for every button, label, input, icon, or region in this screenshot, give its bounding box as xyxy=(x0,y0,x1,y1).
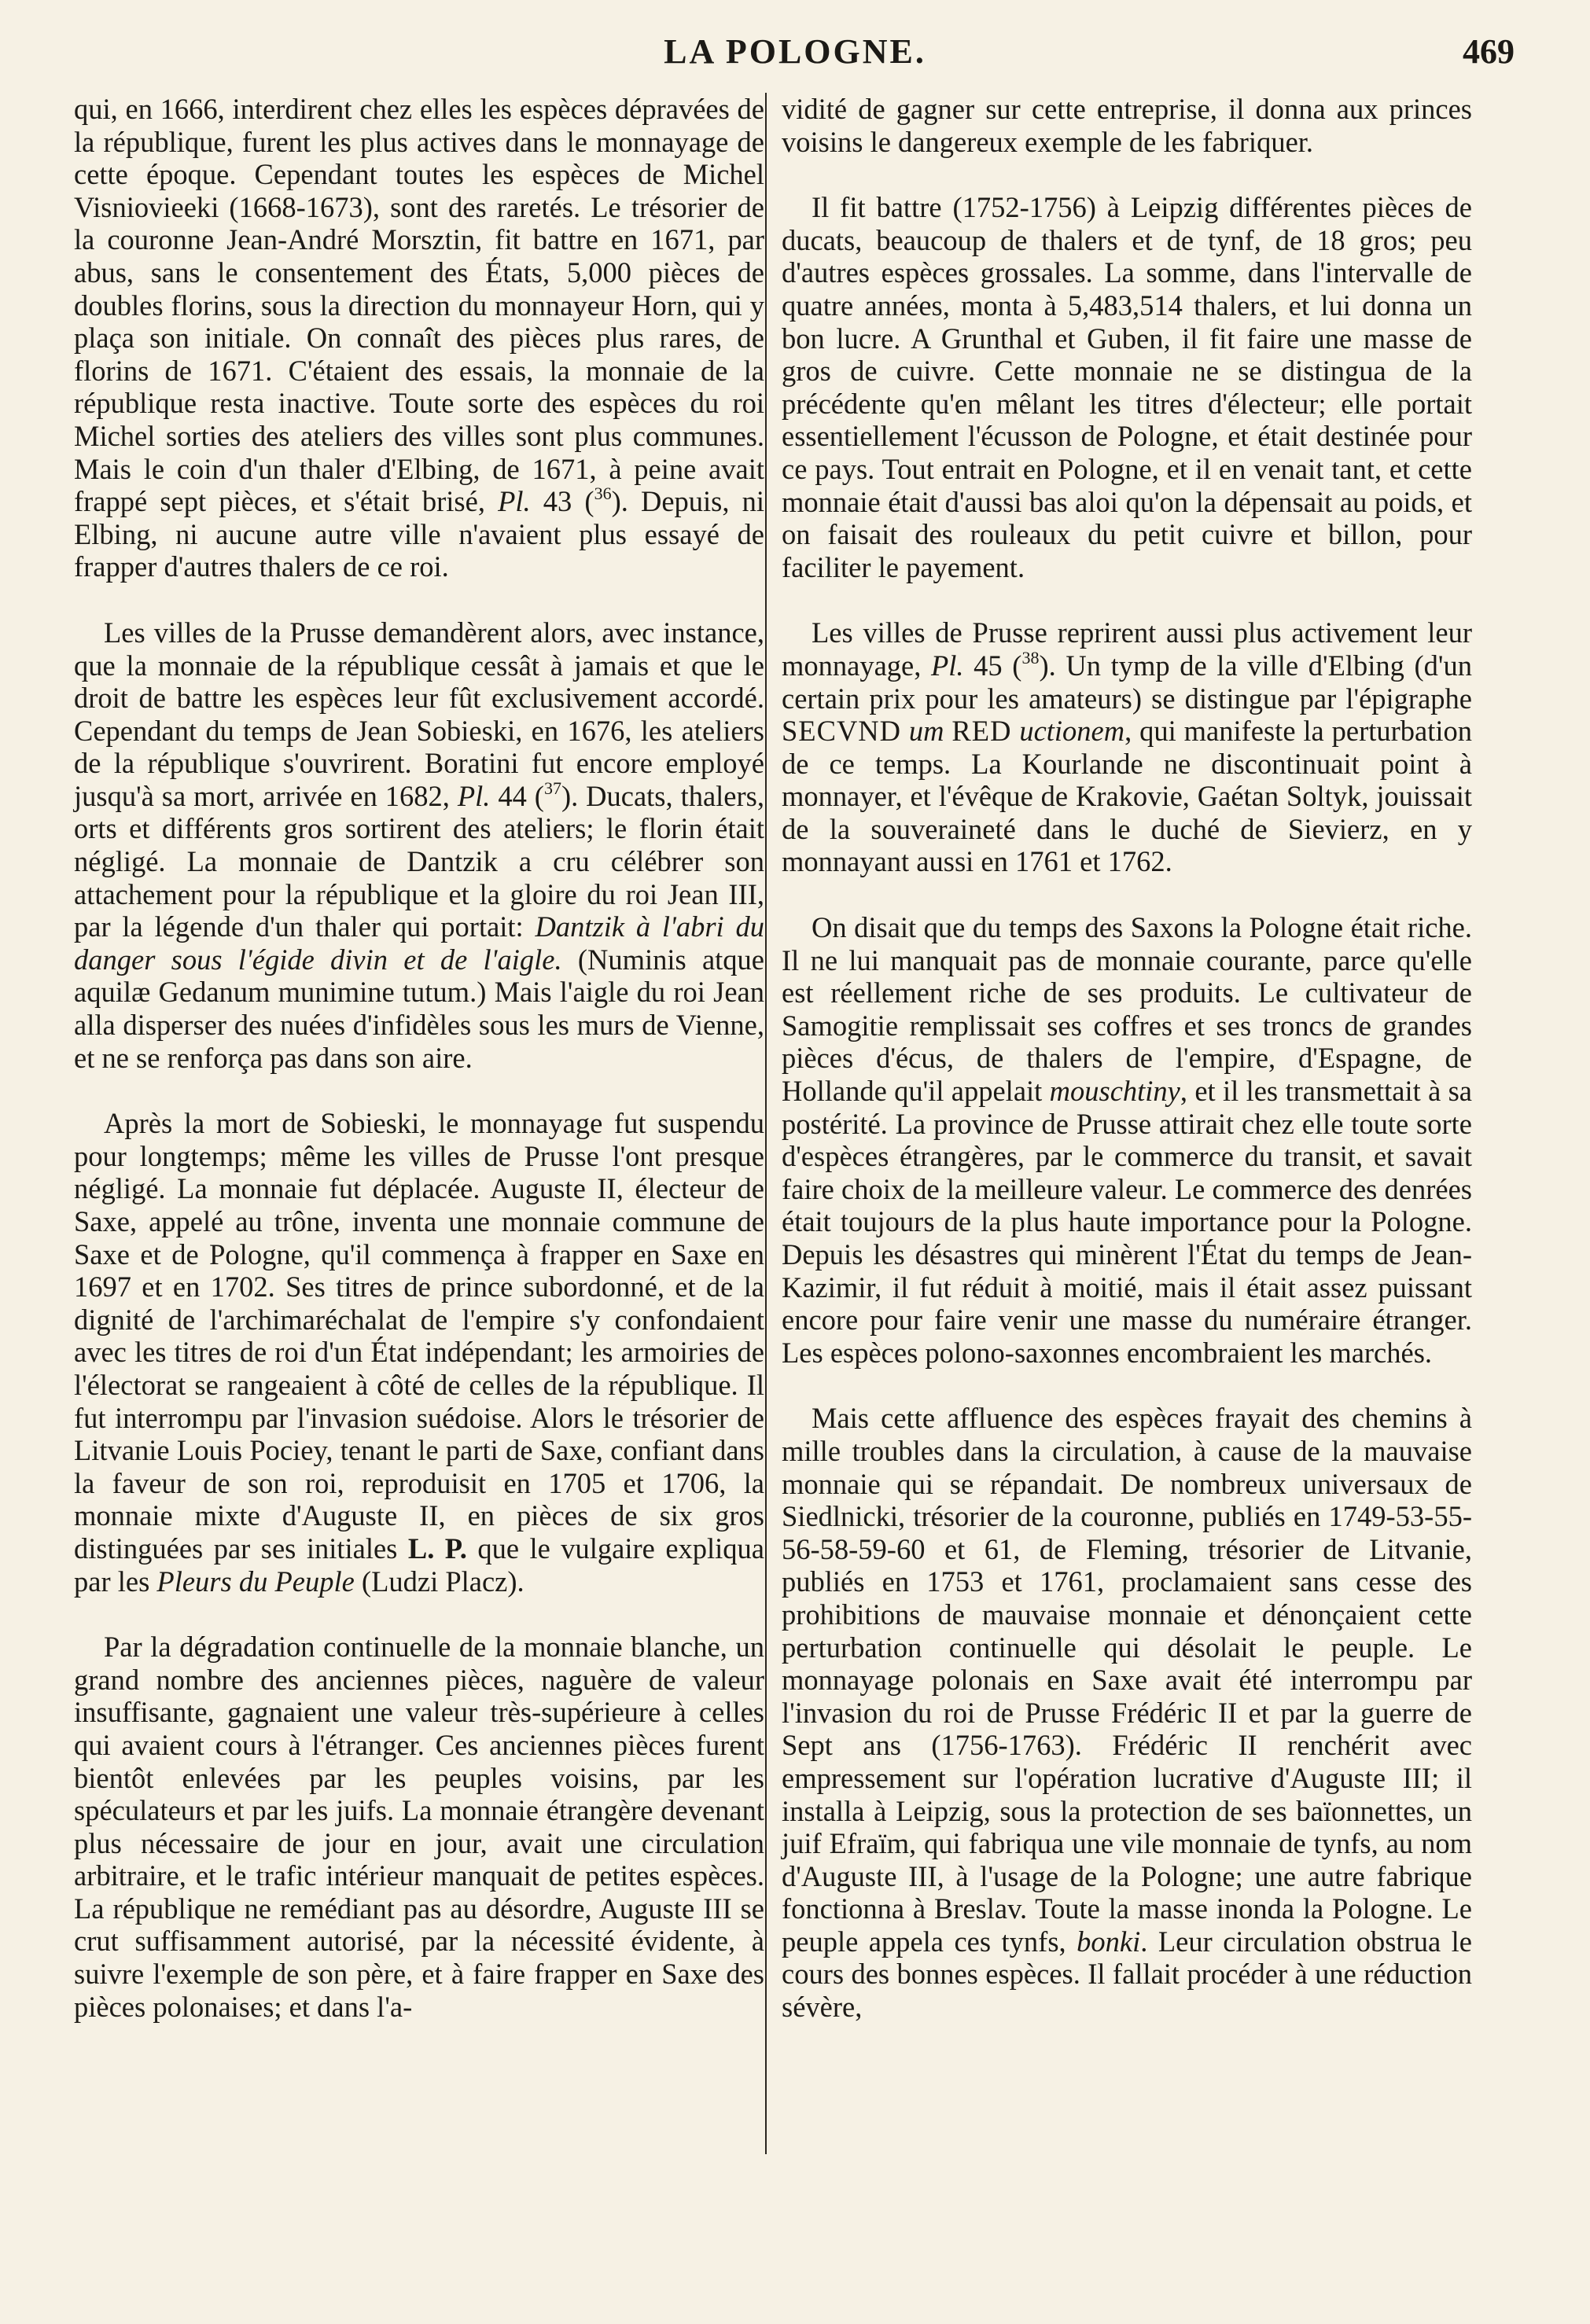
paragraph xyxy=(782,1402,1472,2023)
right-column xyxy=(782,93,1472,2024)
text-run: 44 ( xyxy=(490,779,544,812)
text-run: Mais cette affluence des espèces frayait des chemins à mille troubles dans la circulation, à cause de la mauvaise monnaie qui se répandait. De nombreux universaux de Siedlnicki, trésorier de la couronne, publiés en 1749-53-55-56-58-59-60 et 61, de Fleming, trésorier de Litvanie, publiés en 1753 et 1761, proclamaient sans cesse des prohibitions de mauvaise monnaie et dénonçaient cette perturbation continuelle qui désolait le peuple. Le monnayage polonais en Saxe avait été interrompu par l'invasion du roi de Prusse Frédéric II et par la guerre de Sept ans (1756-1763). Frédéric II renchérit avec empressement sur l'opération lucrative d'Auguste III; il installa à Leipzig, sous la protection de ses baïonnettes, un juif Efraïm, qui fabriqua une vile monnaie de tynfs, au nom d'Auguste III, à l'usage de la Pologne; une autre fabrique fonctionna à Breslav. Toute la masse inonda la Pologne. Le peuple appela ces tynfs, xyxy=(782,1402,1472,1958)
text-run: que le vulgaire expliqua par les xyxy=(74,1532,765,1598)
paragraph xyxy=(74,616,764,1074)
initials: L. P. xyxy=(407,1532,467,1565)
paragraph xyxy=(782,911,1472,1369)
text-run: Les villes de la Prusse demandèrent alors, avec instance, que la monnaie de la république cessât à jamais et que le droit de battre les espèces leur fût exclusivement accordé. Cependant du temps de Jean Sobieski, en 1676, les ateliers de la république s'ouvrirent. Boratini fut encore employé jusqu'à sa mort, arrivée en 1682, xyxy=(74,616,764,812)
epigraph-word: SECVND xyxy=(782,715,902,748)
text-run: (Ludzi Placz). xyxy=(354,1565,524,1598)
running-title: LA POLOGNE. xyxy=(664,32,926,71)
text-run: , et il les transmettait à sa postérité. La province de Prusse attirait chez elle toute sorte d'espèces étrangères, par le commerce du transit, et savait faire choix de la meilleure valeur. Le commerce des denrées était toujours de la plus haute importance pour la Pologne. Depuis les désastres qui minèrent l'État du temps de Jean-Kazimir, il fut réduit à moitié, mais il était assez puissant encore pour faire venir une masse du numéraire étranger. Les espèces polono-saxonnes encombraient les marchés. xyxy=(782,1075,1472,1369)
text-run: . Leur circulation obstrua le cours des bonnes espèces. Il fallait procéder à une réduction sévère, xyxy=(782,1925,1472,2024)
paragraph xyxy=(74,93,764,583)
epigraph-word: um xyxy=(908,715,944,748)
paragraph: vidité de gagner sur cette entreprise, il donna aux princes voisins le dangereux exemple de les fabriquer. xyxy=(782,93,1472,158)
footnote-ref: 38 xyxy=(1021,647,1040,667)
text-run: 43 ( xyxy=(530,485,594,518)
italic-word: bonki xyxy=(1077,1925,1141,1958)
text-run: ). Depuis, ni Elbing, ni aucune autre ville n'avaient plus essayé de frapper d'autres thalers de ce roi. xyxy=(74,485,765,583)
text-run: Après la mort de Sobieski, le monnayage fut suspendu pour longtemps; même les villes de Prusse l'ont presque négligé. La monnaie fut déplacée. Auguste II, électeur de Saxe, appelé au trône, inventa une monnaie commune de Saxe et de Pologne, qu'il commença à frapper en Saxe en 1697 et en 1702. Ses titres de prince subordonné, et de la dignité de l'archimaréchalat de l'empire s'y confondaient avec les titres de roi d'un État indépendant; les armoiries de l'électorat se rangeaient à côté de celles de la république. Il fut interrompu par l'invasion suédoise. Alors le trésorier de Litvanie Louis Pociey, tenant le parti de Saxe, confiant dans la faveur de son roi, reproduisit en 1705 et 1706, la monnaie mixte d'Auguste II, en pièces de six gros distinguées par ses initiales xyxy=(74,1107,764,1565)
text-run: Les villes de Prusse reprirent aussi plus activement leur monnayage, xyxy=(782,616,1472,682)
column-divider xyxy=(765,93,767,2154)
footnote-ref: 37 xyxy=(543,778,561,798)
italic-word: mouschtiny xyxy=(1049,1075,1180,1108)
text-run: ). Un tymp de la ville d'Elbing (d'un certain prix pour les amateurs) se distingue par l'épigraphe xyxy=(782,649,1472,715)
text-run: (Numinis atque aquilæ Gedanum munimine tutum.) Mais l'aigle du roi Jean alla disperser des nuées d'infidèles sous les murs de Vienne, et ne se renforça pas dans son aire. xyxy=(74,943,764,1074)
page-number: 469 xyxy=(1463,32,1515,71)
footnote-ref: 36 xyxy=(594,484,612,504)
text-run: 45 ( xyxy=(963,649,1022,682)
epigraph-word: uctionem xyxy=(1019,715,1125,748)
left-column xyxy=(74,93,764,2023)
plate-ref: Pl. xyxy=(498,485,531,518)
text-run: , qui manifeste la perturbation de ce temps. La Kourlande ne discontinuait point à monnayer, et l'évêque de Krakovie, Gaétan Soltyk, jouissait de la souveraineté dans le duché de Sievierz, en y monnayant aussi en 1761 et 1762. xyxy=(782,715,1473,878)
text-run: ). Ducats, thalers, orts et différents gros sortirent des ateliers; le florin était négligé. La monnaie de Dantzik a cru célébrer son attachement pour la république et la gloire du roi Jean III, par la légende d'un thaler qui portait: xyxy=(74,779,764,943)
paragraph: Il fit battre (1752-1756) à Leipzig différentes pièces de ducats, beaucoup de thalers et de tynf, de 18 gros; peu d'autres espèces grossales. La somme, dans l'intervalle de quatre années, monta à 5,483,514 thalers, et lui donna un bon lucre. A Grunthal et Guben, il fit faire une masse de gros de cuivre. Cette monnaie ne se distingua de la précédente qu'en mêlant les titres d'électeur; elle portait essentiellement l'écusson de Pologne, et était destinée pour ce pays. Tout entrait en Pologne, et il en venait tant, et cette monnaie était d'aussi bas aloi qu'on la dépensait au poids, et on faisait des rouleaux du petit cuivre et billon, pour faciliter le payement. xyxy=(782,191,1472,583)
italic-phrase: Pleurs du Peuple xyxy=(156,1565,355,1598)
text-run: On disait que du temps des Saxons la Pologne était riche. Il ne lui manquait pas de monnaie courante, parce qu'elle est réellement riche de ses produits. Le cultivateur de Samogitie remplissait ses coffres et ses troncs de grandes pièces d'écus, de thalers de l'empire, d'Espagne, de Hollande qu'il appelait xyxy=(782,911,1472,1108)
text-run: qui, en 1666, interdirent chez elles les espèces dépravées de la république, furent les plus actives dans le monnayage de cette époque. Cependant toutes les espèces de Michel Visniovieeki (1668-1673), sont des raretés. Le trésorier de la couronne Jean-André Morsztin, fit battre en 1671, par abus, sans le consentement des États, 5,000 pièces de doubles florins, sous la direction du monnayeur Horn, qui y plaça son initiale. On connaît des pièces plus rares, de florins de 1671. C'étaient des essais, la monnaie de la république resta inactive. Toute sorte des espèces du roi Michel sorties des ateliers des villes sont plus communes. Mais le coin d'un thaler d'Elbing, de 1671, à peine avait frappé sept pièces, et s'était brisé, xyxy=(74,93,764,518)
plate-ref: Pl. xyxy=(457,779,491,812)
paragraph xyxy=(74,1107,764,1598)
coin-legend: Dantzik à l'abri du danger sous l'égide divin et de l'aigle. xyxy=(74,910,764,976)
paragraph xyxy=(782,616,1472,878)
epigraph-word: RED xyxy=(951,715,1012,748)
running-head xyxy=(75,31,1515,79)
plate-ref: Pl. xyxy=(931,649,964,682)
paragraph: Par la dégradation continuelle de la monnaie blanche, un grand nombre des anciennes pièces, naguère de valeur insuffisante, gagnaient une valeur très-supérieure à celles qui avaient cours à l'étranger. Ces anciennes pièces furent bientôt enlevées par les peuples voisins, par les spéculateurs et par les juifs. La monnaie étrangère devenant plus nécessaire de jour en jour, avait une circulation arbitraire, et le trafic intérieur manquait de petites espèces. La république ne remédiant pas au désordre, Auguste III se crut suffisamment autorisé, par la nécessité évidente, à suivre l'exemple de son père, et à faire frapper en Saxe des pièces polonaises; et dans l'a- xyxy=(74,1631,764,2023)
